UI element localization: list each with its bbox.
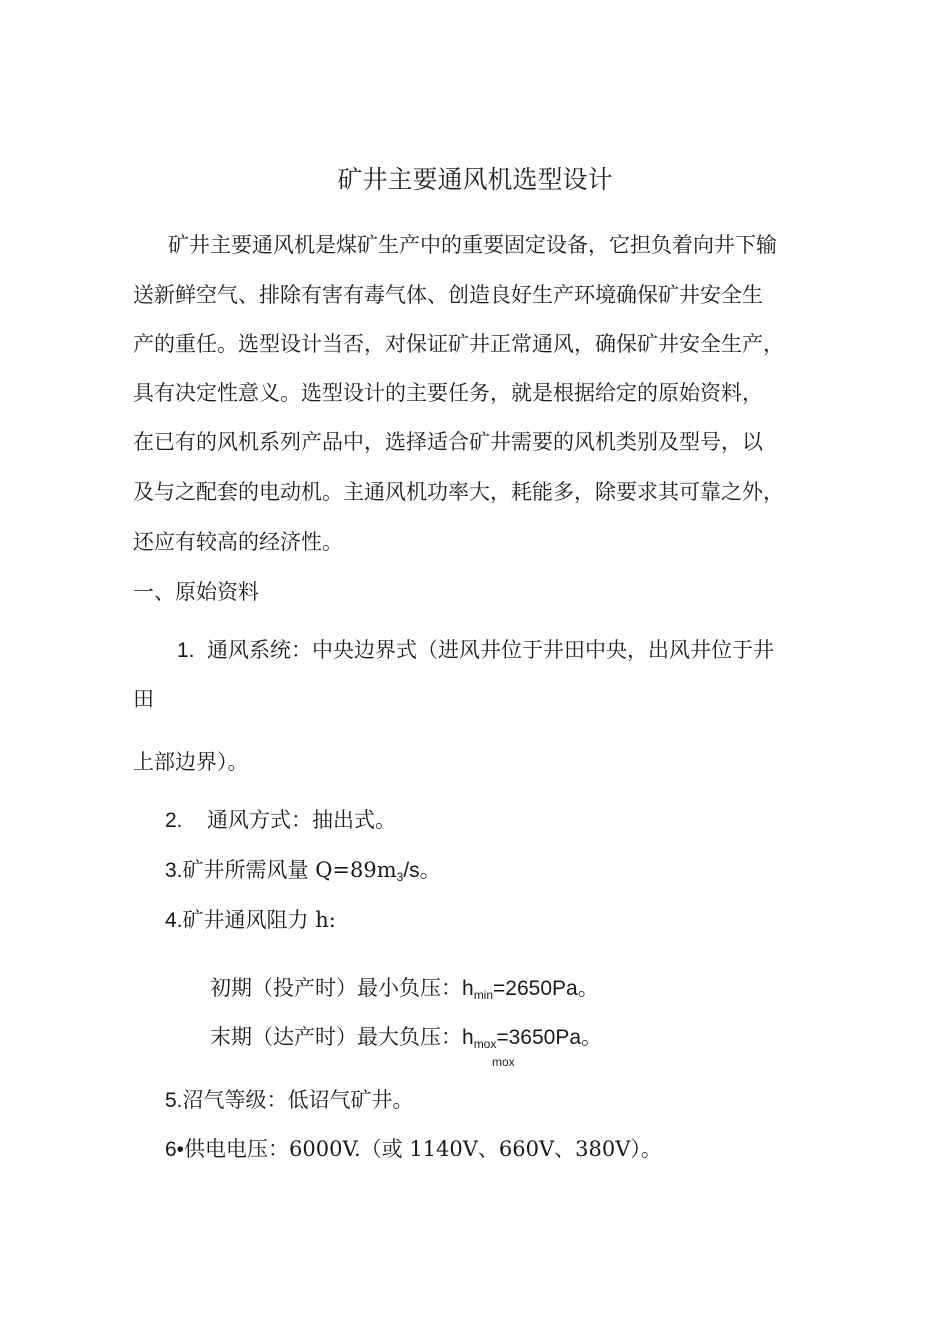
intro-line: 产的重任。选型设计当否，对保证矿井正常通风，确保矿井安全生产， [133, 332, 784, 356]
item-number: 1. [177, 639, 195, 662]
pressure-symbol: h [462, 977, 474, 1000]
item-text: 田 [133, 687, 154, 711]
item-number: 2. [165, 809, 183, 832]
pressure-value: =2650Pa。 [493, 977, 599, 1000]
intro-line: 矿井主要通风机是煤矿生产中的重要固定设备，它担负着向井下输 [168, 233, 777, 257]
intro-line: 还应有较高的经济性。 [133, 530, 343, 554]
intro-line: 具有决定性意义。选型设计的主要任务，就是根据给定的原始资料， [133, 381, 763, 405]
pressure-final [210, 1027, 602, 1050]
item-text: 通风系统：中央边界式（进风井位于井田中央，出风井位于井 [207, 638, 774, 662]
item-unit: /s。 [403, 859, 441, 882]
pressure-initial [210, 978, 599, 1001]
item-text: 上部边界）。 [133, 750, 249, 774]
item-text: 供电电压：6000V.（或 1140V、660V、380V）。 [184, 1137, 662, 1161]
list-item [165, 860, 441, 883]
pressure-value: =3650Pa。 [496, 1026, 603, 1049]
pressure-label: 初期（投产时）最小负压： [210, 976, 462, 1000]
item-number: 6• [165, 1138, 185, 1161]
item-text: 矿井通风阻力 h: [182, 908, 336, 932]
list-item [165, 1090, 414, 1111]
item-number: 4. [165, 909, 183, 932]
intro-line: 在已有的风机系列产品中，选择适合矿井需要的风机类别及型号，以 [133, 430, 763, 454]
item-number: 5. [165, 1089, 183, 1112]
list-item [165, 910, 336, 931]
pressure-subscript: mox [473, 1037, 497, 1051]
intro-line: 及与之配套的电动机。主通风机功率大，耗能多，除要求其可靠之外， [133, 480, 784, 504]
pressure-subscript: min [473, 988, 494, 1002]
section-heading: 一、原始资料 [133, 580, 259, 604]
document-title: 矿井主要通风机选型设计 [337, 165, 613, 194]
item-text: 矿井所需风量 Q=89m [182, 858, 397, 882]
item-number: 3. [165, 859, 183, 882]
intro-line: 送新鲜空气、排除有害有毒气体、创造良好生产环境确保矿井安全生 [133, 283, 763, 307]
item-text: 沼气等级：低诏气矿井。 [182, 1088, 414, 1112]
list-item [165, 1139, 662, 1160]
item-text: 通风方式：抽出式。 [207, 808, 396, 832]
subscript-note: mox [492, 1055, 515, 1069]
pressure-symbol: h [462, 1026, 474, 1049]
pressure-label: 末期（达产时）最大负压： [210, 1025, 462, 1049]
unit-superscript: 3 [396, 870, 404, 884]
